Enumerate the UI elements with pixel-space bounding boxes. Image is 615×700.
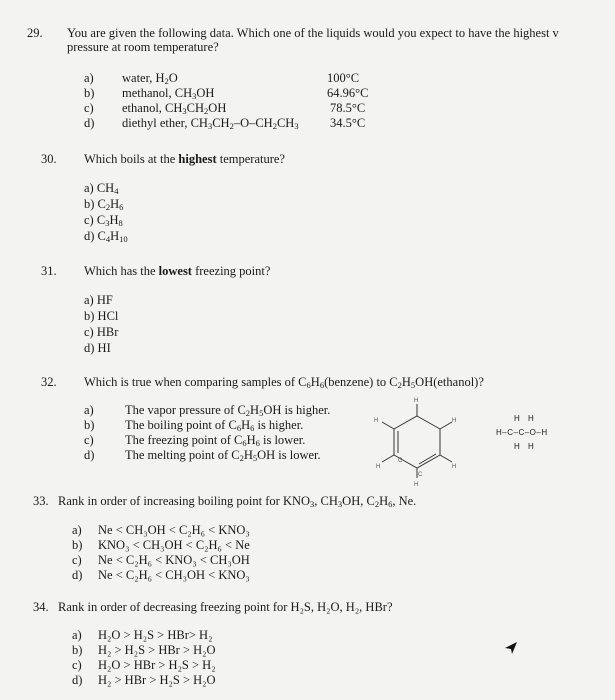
q32-number: 32. [41,375,57,389]
q34-option-c: H₂O > HBr > H₂S > H₂ [98,658,216,672]
q31-stem: Which has the lowest freezing point? [84,264,271,278]
q29-option-b: methanol, $CH_3OH$ [122,86,215,101]
q29-option-c-letter: c) [84,101,94,115]
q32-option-c-letter: c) [84,433,94,447]
q34-option-d-letter: d) [72,673,83,687]
q34-option-a: H₂O > H₂S > HBr> H₂ [98,628,213,642]
q29-option-a: water, $H_2O$ [122,71,178,86]
benzene-h-bottom: H [414,482,419,488]
q30-option-d: d) $C_4H_{10}$ [84,229,128,244]
benzene-c-left: C [398,458,403,464]
q33-option-a: Ne < CH₃OH < C₂H₆ < KNO₃ [98,523,250,537]
q31-option-c: c) HBr [84,325,119,339]
q31-option-a: a) HF [84,293,113,307]
q34-option-c-letter: c) [72,658,82,672]
q29-option-b-temp: 64.96°C [327,86,369,100]
q29-stem-line2: pressure at room temperature? [67,40,219,54]
q29-option-c-temp: 78.5°C [330,101,366,115]
q30-stem: Which boils at the highest temperature? [84,152,285,166]
q34-option-b-letter: b) [72,643,83,657]
q29-option-d: diethyl ether, $CH_3CH_2-O-CH_2CH_3$ [122,116,299,131]
q30-option-c: c) $C_3H_8$ [84,213,123,228]
benzene-h-right-top: H [452,418,457,424]
q33-option-d: Ne < C₂H₆ < CH₃OH < KNO₃ [98,568,250,582]
q32-option-b: The boiling point of $C_6H_6$ is higher. [125,418,304,433]
benzene-h-left-top: H [374,418,379,424]
mouse-cursor-icon [503,640,519,656]
q33-option-c-letter: c) [72,553,82,567]
q29-option-a-temp: 100°C [327,71,360,85]
ethanol-top-h: H H [514,414,537,423]
q32-option-c: The freezing point of $C_6H_6$ is lower. [125,433,306,448]
q32-option-a-letter: a) [84,403,94,417]
q30-number: 30. [41,152,57,166]
q29-number: 29. [27,26,43,40]
benzene-structure [362,394,472,489]
q30-option-a: a) $CH_4$ [84,181,119,196]
benzene-h-top: H [414,398,419,404]
benzene-h-right-bottom: H [452,464,457,470]
q34-option-d: H₂ > HBr > H₂S > H₂O [98,673,216,687]
q34-number: 34. [33,600,49,614]
q33-option-a-letter: a) [72,523,82,537]
q34-option-b: H₂ > H₂S > HBr > H₂O [98,643,216,657]
q33-option-b-letter: b) [72,538,83,552]
q34-stem: Rank in order of decreasing freezing point for H₂S, H₂O, H₂, HBr? [58,600,393,614]
ethanol-bottom-h: H H [514,442,537,451]
q29-option-c: ethanol, $CH_3CH_2OH$ [122,101,227,116]
q33-option-c: Ne < C₂H₆ < KNO₃ < CH₃OH [98,553,250,567]
q29-stem-line1: You are given the following data. Which one of the liquids would you expect to have the highest v [67,26,559,40]
q31-option-b: b) HCl [84,309,119,323]
q32-option-a: The vapor pressure of $C_2H_5OH$ is higher. [125,403,331,418]
q29-option-a-letter: a) [84,71,94,85]
q33-option-b: KNO₃ < CH₃OH < C₂H₆ < Ne [98,538,250,552]
q31-option-d: d) HI [84,341,111,355]
q33-option-d-letter: d) [72,568,83,582]
ethanol-chain: H–C–C–O–H [496,428,548,437]
q32-option-b-letter: b) [84,418,95,432]
q29-option-d-temp: 34.5°C [330,116,366,130]
q33-number: 33. [33,494,49,508]
q31-number: 31. [41,264,57,278]
q30-option-b: b) $C_2H_6$ [84,197,124,212]
q32-option-d-letter: d) [84,448,95,462]
q32-option-d: The melting point of $C_2H_5OH$ is lower. [125,448,321,463]
benzene-h-left-bottom: H [376,464,381,470]
q29-option-d-letter: d) [84,116,95,130]
q29-option-b-letter: b) [84,86,95,100]
benzene-c-bottom: C [418,472,423,478]
q33-stem: Rank in order of increasing boiling point for $KNO_3$, $CH_3OH$, $C_2H_6$, Ne. [58,494,417,509]
q34-option-a-letter: a) [72,628,82,642]
q32-stem: Which is true when comparing samples of $C_6H_6(benzene)$ to $C_2H_5OH(ethanol)$? [84,375,484,390]
